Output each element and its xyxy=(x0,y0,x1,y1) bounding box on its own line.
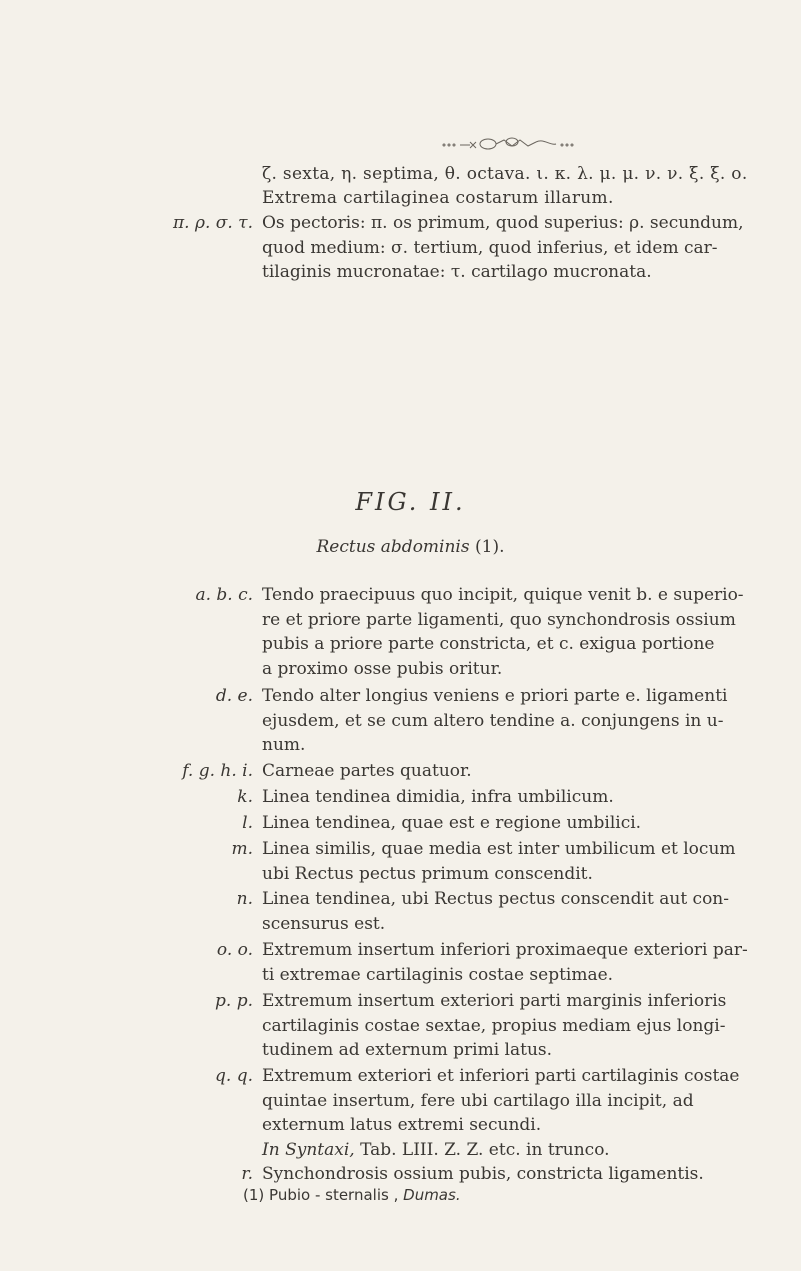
entry-label: π. ρ. σ. τ. xyxy=(172,213,253,233)
entry-line: externum latus extremi secundi. xyxy=(262,1115,542,1135)
syntaxi-italic: In Syntaxi, xyxy=(262,1140,355,1160)
entry-line: scensurus est. xyxy=(262,913,386,934)
entry-label: l. xyxy=(242,813,253,833)
entry-line: re et priore parte ligamenti, quo synchondrosis ossium xyxy=(262,609,736,630)
entry-line: Extremum exteriori et inferiori parti cartilaginis costae xyxy=(262,1066,740,1086)
entry-line: quintae insertum, fere ubi cartilago illa incipit, ad xyxy=(262,1090,694,1111)
footnote-number: (1) xyxy=(243,1186,265,1204)
entry-line: tudinem ad externum primi latus. xyxy=(262,1040,553,1060)
entry-line: Linea similis, quae media est inter umbilicum et locum xyxy=(262,839,736,859)
entry-line: Os pectoris: π. os primum, quod superius: ρ. secundum, xyxy=(262,213,744,233)
figure-subtitle-text: Rectus abdominis xyxy=(316,537,470,557)
ornament-icon xyxy=(440,132,580,154)
footnote-ref: (1). xyxy=(475,537,505,557)
entry-label: f. g. h. i. xyxy=(182,761,253,781)
entry-line: Linea tendinea dimidia, infra umbilicum. xyxy=(262,787,614,807)
footnote-author: Dumas. xyxy=(403,1186,461,1204)
entry-line: Tendo alter longius veniens e priori parte e. ligamenti xyxy=(262,686,728,706)
entry-line: Extremum insertum exteriori parti marginis inferioris xyxy=(262,991,727,1011)
intro-line-1: ζ. sexta, η. septima, θ. octava. ι. κ. λ. μ. μ. ν. ν. ξ. ξ. ο. xyxy=(262,164,748,184)
entry-line: Synchondrosis ossium pubis, constricta ligamentis. xyxy=(262,1164,704,1184)
entry-line: quod medium: σ. tertium, quod inferius, et idem car- xyxy=(262,237,718,258)
entry-line: Linea tendinea, ubi Rectus pectus conscendit aut con- xyxy=(262,889,730,909)
entry-label: d. e. xyxy=(215,686,253,706)
entry-line: ejusdem, et se cum altero tendine a. conjungens in u- xyxy=(262,710,724,731)
entry-label: m. xyxy=(231,839,253,859)
entry-label: a. b. c. xyxy=(195,585,253,605)
figure-subtitle xyxy=(0,537,801,557)
entry-label: o. o. xyxy=(216,940,253,960)
entry-line: ti extremae cartilaginis costae septimae. xyxy=(262,964,614,985)
entry-line: num. xyxy=(262,735,306,755)
figure-title: FIG. II. xyxy=(355,488,466,516)
entry-line: Linea tendinea, quae est e regione umbilici. xyxy=(262,813,642,833)
entry-label: k. xyxy=(237,787,253,807)
entry-label: r. xyxy=(241,1164,253,1184)
syntaxi-rest: Tab. LIII. Z. Z. etc. in trunco. xyxy=(360,1140,610,1160)
entry-line: ubi Rectus pectus primum conscendit. xyxy=(262,863,593,884)
entry-line: Tendo praecipuus quo incipit, quique venit b. e superio- xyxy=(262,585,744,605)
entry-line: a proximo osse pubis oritur. xyxy=(262,658,503,679)
footnote-text: Pubio - sternalis , xyxy=(269,1186,399,1204)
intro-line-2: Extrema cartilaginea costarum illarum. xyxy=(262,188,614,208)
entry-label: n. xyxy=(236,889,253,909)
entry-line: Carneae partes quatuor. xyxy=(262,761,472,781)
footnote xyxy=(243,1186,461,1204)
entry-line: tilaginis mucronatae: τ. cartilago mucronata. xyxy=(262,262,652,282)
entry-line: pubis a priore parte constricta, et c. exigua portione xyxy=(262,634,715,654)
entry-label: q. q. xyxy=(215,1066,253,1086)
entry-label: p. p. xyxy=(215,991,253,1011)
entry-line: cartilaginis costae sextae, propius mediam ejus longi- xyxy=(262,1015,726,1036)
entry-line: Extremum insertum inferiori proximaeque exteriori par- xyxy=(262,940,748,960)
